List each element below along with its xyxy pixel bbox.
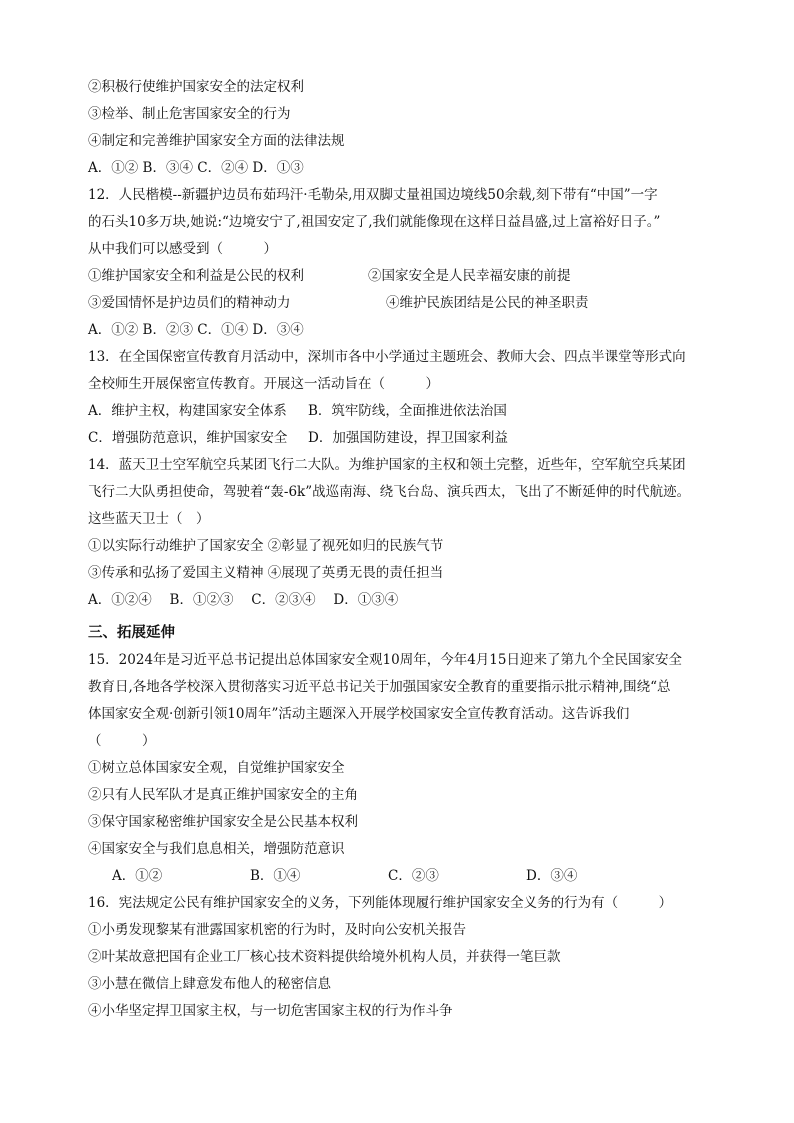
q13-option-a: A．维护主权，构建国家安全体系 (88, 403, 287, 419)
q15-option-1: ①树立总体国家安全观，自觉维护国家安全 (88, 760, 345, 776)
q12-option-2: ②国家安全是人民幸福安康的前提 (368, 268, 571, 284)
q12-option-4: ④维护民族团结是公民的神圣职责 (386, 295, 589, 311)
q16-option-1: ①小勇发现黎某有泄露国家机密的行为时，及时向公安机关报告 (88, 922, 466, 938)
question-15 (88, 647, 713, 890)
q12-option-1: ①维护国家安全和利益是公民的权利 (88, 268, 304, 284)
document-page (88, 74, 713, 1025)
q14-stem-line-2: 飞行二大队勇担使命，驾驶着“轰-6k”战巡南海、绕飞台岛、演兵西太，飞出了不断延伸的时代航迹。 (88, 484, 691, 500)
q14-options-3-4: ③传承和弘扬了爱国主义精神 ④展现了英勇无畏的责任担当 (88, 565, 444, 581)
q11-option-2: ②积极行使维护国家安全的法定权利 (88, 79, 304, 95)
q15-choice-d: D．③④ (526, 868, 578, 884)
q13-option-d: D．加强国防建设，捍卫国家利益 (308, 430, 508, 446)
q14-stem-line-3: 这些蓝天卫士（ ） (88, 511, 210, 527)
q13-stem-line-2: 全校师生开展保密宣传教育。开展这一活动旨在（ ） (88, 376, 439, 392)
question-13 (88, 344, 713, 452)
q14-stem-line-1: 14．蓝天卫士空军航空兵某团飞行二大队。为维护国家的主权和领土完整，近些年，空军航空兵某团 (88, 457, 686, 473)
q15-stem-line-4: （ ） (88, 733, 156, 749)
q15-choices (88, 863, 713, 890)
q15-stem-line-1: 15．2024年是习近平总书记提出总体国家安全观10周年，今年4月15日迎来了第九个全民国家安全 (88, 652, 682, 668)
q15-stem-line-2: 教育日,各地各学校深入贯彻落实习近平总书记关于加强国家安全教育的重要指示批示精神,围绕“总 (88, 679, 671, 695)
q16-option-3: ③小慧在微信上肆意发布他人的秘密信息 (88, 976, 331, 992)
q15-choice-a: A．①② (112, 868, 163, 884)
q12-option-3: ③爱国情怀是护边员们的精神动力 (88, 295, 291, 311)
q11-option-3: ③检举、制止危害国家安全的行为 (88, 106, 291, 122)
q15-stem-line-3: 体国家安全观·创新引领10周年”活动主题深入开展学校国家安全宣传教育活动。这告诉我们 (88, 706, 630, 722)
q15-choice-c: C．②③ (388, 868, 439, 884)
q14-options-1-2: ①以实际行动维护了国家安全 ②彰显了视死如归的民族气节 (88, 538, 444, 554)
q12-stem-line-1: 12．人民楷模--新疆护边员布茹玛汗·毛勒朵,用双脚丈量祖国边境线50余载,刻下带有“中国”一字 (88, 187, 658, 203)
q12-stem-line-2: 的石头10多万块,她说:“边境安宁了,祖国安定了,我们就能像现在这样日益昌盛,过上富裕好日子。” (88, 214, 661, 230)
q13-option-c: C．增强防范意识，维护国家安全 (88, 430, 288, 446)
q12-options-row-1 (88, 263, 713, 290)
q15-choice-b: B．①④ (250, 868, 301, 884)
q12-stem-line-3: 从中我们可以感受到（ ） (88, 241, 277, 257)
q16-stem-line-1: 16．宪法规定公民有维护国家安全的义务，下列能体现履行维护国家安全义务的行为有（ ） (88, 895, 673, 911)
q13-stem-line-1: 13．在全国保密宣传教育月活动中，深圳市各中小学通过主题班会、教师大会、四点半课堂等形式向 (88, 349, 686, 365)
q12-choices: A．①② B．②③ C．①④ D．③④ (88, 322, 304, 338)
q14-choices: A．①②④ B．①②③ C．②③④ D．①③④ (88, 592, 399, 608)
q13-option-b: B．筑牢防线，全面推进依法治国 (308, 403, 507, 419)
q16-option-2: ②叶某故意把国有企业工厂核心技术资料提供给境外机构人员，并获得一笔巨款 (88, 949, 561, 965)
section-3-heading: 三、拓展延伸 (88, 625, 175, 641)
q15-option-3: ③保守国家秘密维护国家安全是公民基本权利 (88, 814, 358, 830)
question-11-continued (88, 74, 713, 182)
q15-option-2: ②只有人民军队才是真正维护国家安全的主角 (88, 787, 358, 803)
q11-option-4: ④制定和完善维护国家安全方面的法律法规 (88, 133, 345, 149)
q13-options-row-1 (88, 398, 713, 425)
question-12 (88, 182, 713, 344)
q15-option-4: ④国家安全与我们息息相关，增强防范意识 (88, 841, 345, 857)
q12-options-row-2 (88, 290, 713, 317)
q11-choices: A．①② B．③④ C．②④ D．①③ (88, 160, 304, 176)
q16-option-4: ④小华坚定捍卫国家主权，与一切危害国家主权的行为作斗争 (88, 1003, 453, 1019)
question-14 (88, 452, 713, 614)
q13-options-row-2 (88, 425, 713, 452)
question-16 (88, 890, 713, 1025)
